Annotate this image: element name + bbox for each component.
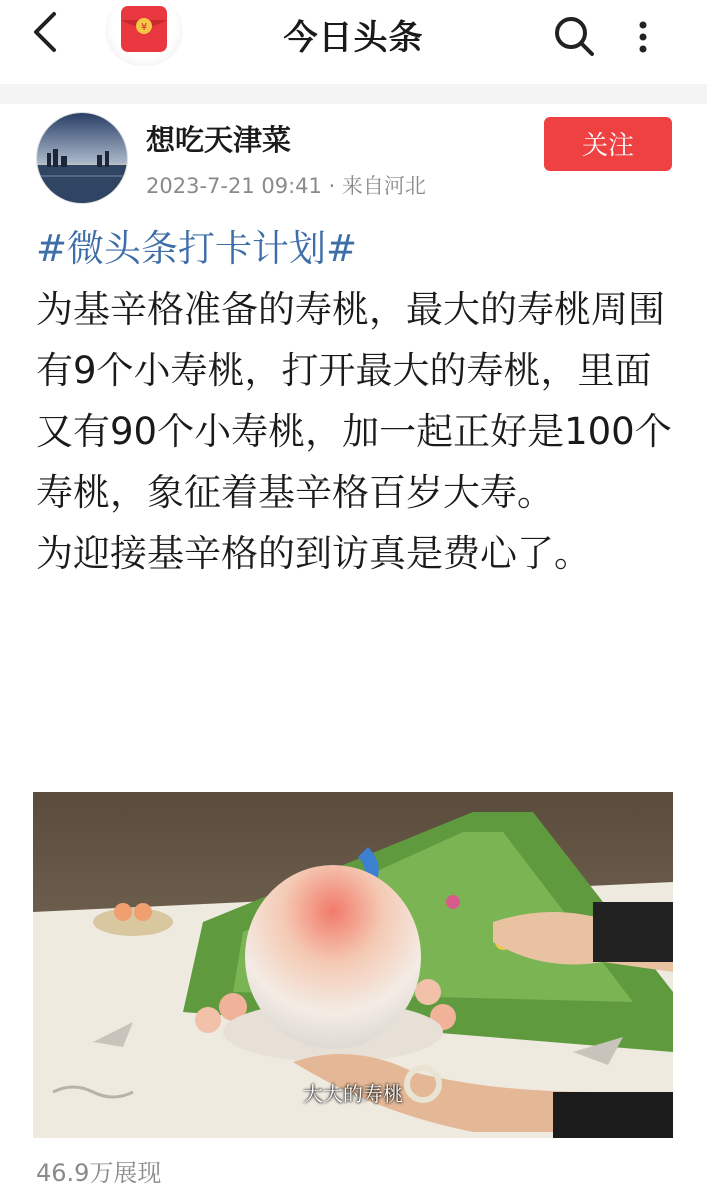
more-vertical-icon[interactable] — [628, 20, 658, 54]
avatar[interactable] — [36, 112, 128, 204]
image-caption: 大大的寿桃 — [303, 1082, 403, 1106]
post-image[interactable] — [33, 792, 673, 1138]
post-meta: 2023-7-21 09:41 · 来自河北 — [146, 174, 426, 198]
top-divider — [0, 84, 707, 104]
author-name[interactable]: 想吃天津菜 — [146, 123, 292, 157]
post-paragraph: 为基辛格准备的寿桃，最大的寿桃周围有9个小寿桃，打开最大的寿桃，里面又有90个小寿桃，加一起正好是100个寿桃，象征着基辛格百岁大寿。 — [36, 288, 672, 514]
post-paragraph: 为迎接基辛格的到访真是费心了。 — [36, 532, 591, 575]
svg-text:¥: ¥ — [140, 22, 148, 33]
top-bar — [0, 0, 707, 78]
app-title: 今日头条 — [283, 18, 424, 58]
hashtag-link[interactable]: #微头条打卡计划# — [36, 227, 358, 270]
search-icon[interactable] — [552, 14, 596, 58]
post-body — [36, 218, 676, 584]
follow-button[interactable]: 关注 — [544, 117, 672, 171]
view-count: 46.9万展现 — [36, 1159, 162, 1187]
